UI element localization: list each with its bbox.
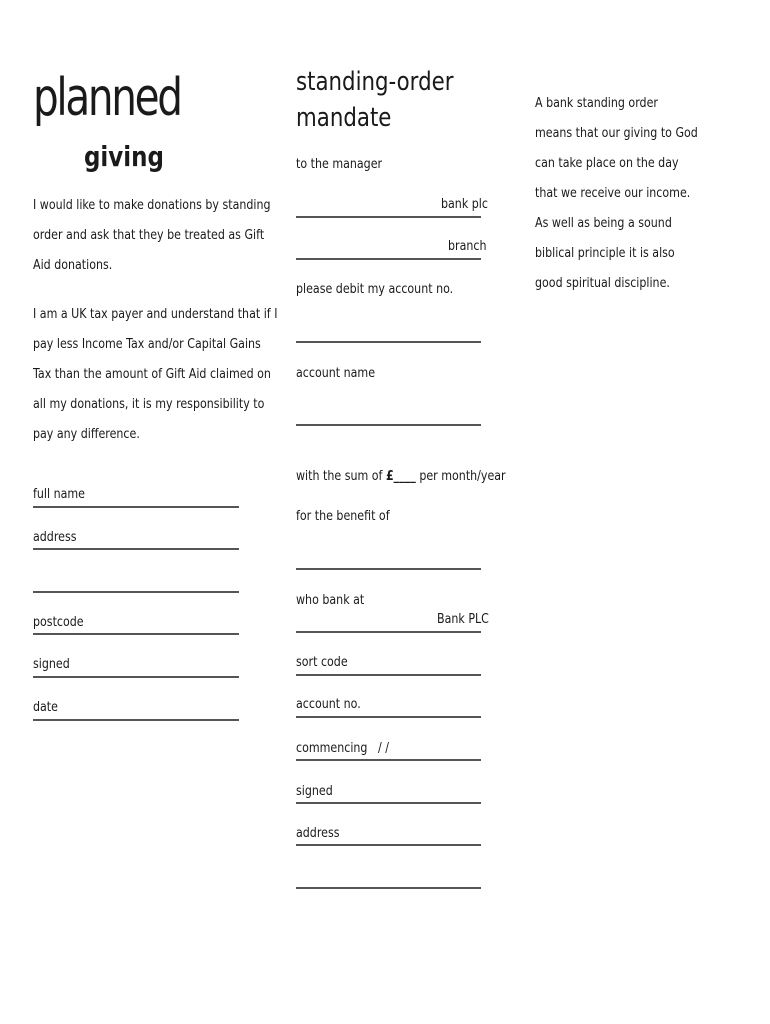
mandate-title (296, 64, 476, 136)
to-manager-label: to the manager (296, 156, 383, 172)
mandate-signed-label: signed (296, 783, 333, 799)
address-field[interactable] (33, 548, 239, 550)
title-planned: planned (33, 68, 181, 128)
branch-field[interactable] (296, 258, 481, 260)
explainer-line: that we receive our income. (535, 185, 691, 201)
mandate-address-field-line2[interactable] (296, 887, 481, 889)
signed-field[interactable] (33, 676, 239, 678)
postcode-field[interactable] (33, 633, 239, 635)
sum-label (296, 468, 506, 484)
mandate-title-line1: standing-order (296, 67, 454, 97)
who-bank-at-label: who bank at (296, 592, 365, 608)
date-separators: / / (378, 740, 389, 756)
mandate-address-label: address (296, 825, 340, 841)
full-name-field[interactable] (33, 506, 239, 508)
explainer-line: As well as being a sound (535, 215, 672, 231)
date-field[interactable] (33, 719, 239, 721)
sum-prefix: with the sum of (296, 468, 386, 484)
para-line: pay less Income Tax and/or Capital Gains (33, 336, 261, 352)
commencing-label: commencing (296, 740, 368, 756)
bank-name-label: Bank PLC (437, 611, 489, 627)
sum-suffix: per month/year (415, 468, 506, 484)
benefit-of-label: for the benefit of (296, 508, 390, 524)
explainer-line: means that our giving to God (535, 125, 698, 141)
bank-plc-label: bank plc (441, 196, 488, 212)
explainer-line: A bank standing order (535, 95, 658, 111)
postcode-label: postcode (33, 614, 84, 630)
address-field-line2[interactable] (33, 591, 239, 593)
benefit-of-field[interactable] (296, 568, 481, 570)
para-line: I am a UK tax payer and understand that if I (33, 306, 278, 322)
mandate-address-field[interactable] (296, 844, 481, 846)
bank-plc-field[interactable] (296, 216, 481, 218)
debit-account-field[interactable] (296, 341, 481, 343)
sort-code-field[interactable] (296, 674, 481, 676)
account-name-label: account name (296, 365, 376, 381)
para-line: all my donations, it is my responsibility to (33, 396, 265, 412)
debit-account-label: please debit my account no. (296, 281, 454, 297)
account-name-field[interactable] (296, 424, 481, 426)
account-no-label: account no. (296, 696, 361, 712)
who-bank-at-field[interactable] (296, 631, 481, 633)
address-label: address (33, 529, 77, 545)
sum-currency[interactable]: £____ (385, 468, 416, 484)
account-no-field[interactable] (296, 716, 481, 718)
commencing-field[interactable] (296, 759, 481, 761)
para-line: I would like to make donations by standing (33, 197, 271, 213)
full-name-label: full name (33, 486, 85, 502)
date-label: date (33, 699, 58, 715)
mandate-signed-field[interactable] (296, 802, 481, 804)
mandate-title-line2: mandate (296, 103, 392, 133)
explainer-line: biblical principle it is also (535, 245, 675, 261)
explainer-line: good spiritual discipline. (535, 275, 670, 291)
para-line: order and ask that they be treated as Gift (33, 227, 265, 243)
standing-order-explainer (535, 88, 698, 298)
sort-code-label: sort code (296, 654, 348, 670)
para-line: pay any difference. (33, 426, 140, 442)
explainer-line: can take place on the day (535, 155, 679, 171)
para-line: Tax than the amount of Gift Aid claimed on (33, 366, 271, 382)
title-giving: giving (84, 140, 164, 173)
taxpayer-paragraph (33, 299, 277, 449)
branch-label: branch (448, 238, 487, 254)
gift-aid-paragraph (33, 190, 271, 280)
para-line: Aid donations. (33, 257, 113, 273)
signed-label: signed (33, 656, 70, 672)
